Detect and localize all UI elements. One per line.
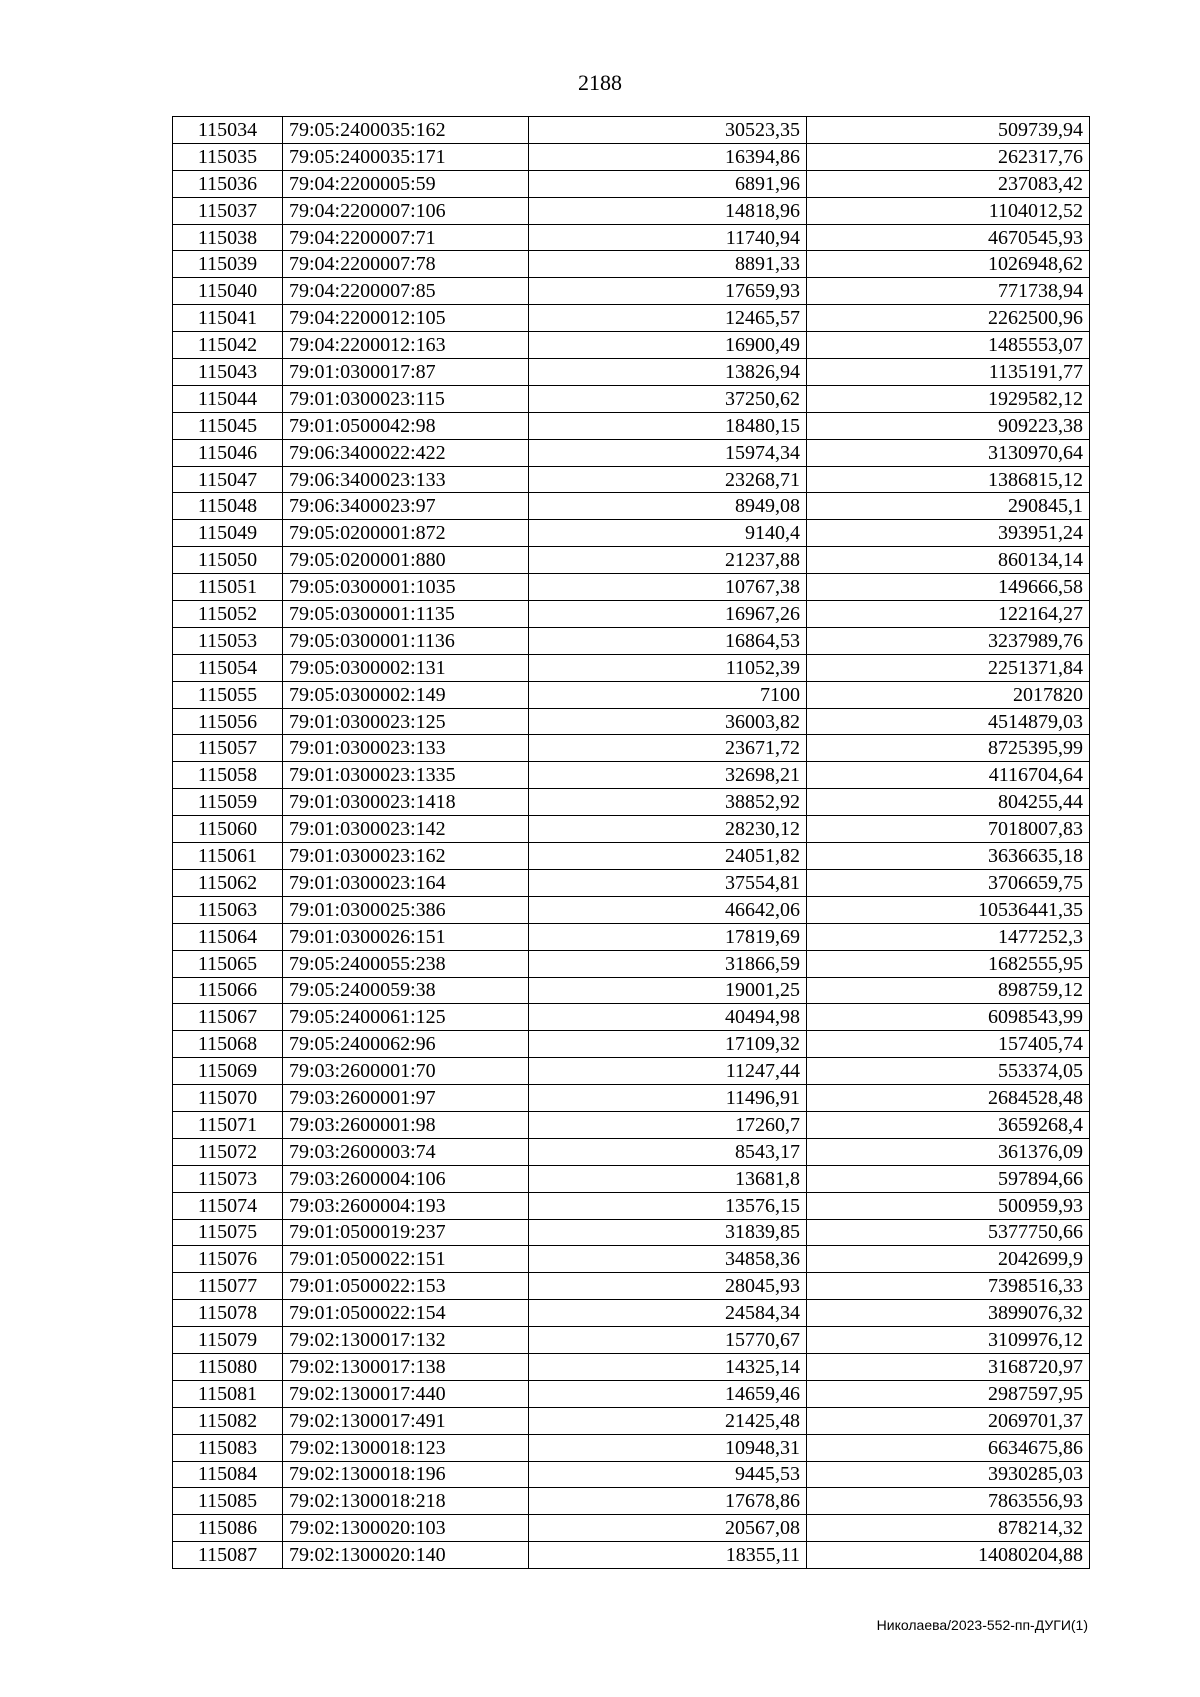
table-row xyxy=(173,547,1090,574)
area-cell: 28045,93 xyxy=(529,1273,807,1300)
table-row xyxy=(173,1031,1090,1058)
value-cell: 1135191,77 xyxy=(807,359,1090,386)
cadastral-number-cell: 79:04:2200007:85 xyxy=(283,278,529,305)
table-row xyxy=(173,816,1090,843)
cadastral-number-cell: 79:01:0500022:153 xyxy=(283,1273,529,1300)
cadastral-number-cell: 79:01:0300023:125 xyxy=(283,708,529,735)
value-cell: 1682555,95 xyxy=(807,950,1090,977)
area-cell: 20567,08 xyxy=(529,1515,807,1542)
row-id-cell: 115084 xyxy=(173,1461,283,1488)
table-row xyxy=(173,1004,1090,1031)
cadastral-number-cell: 79:02:1300017:138 xyxy=(283,1353,529,1380)
table-row xyxy=(173,412,1090,439)
cadastral-number-cell: 79:01:0300023:1335 xyxy=(283,762,529,789)
table-row xyxy=(173,1058,1090,1085)
row-id-cell: 115040 xyxy=(173,278,283,305)
cadastral-number-cell: 79:02:1300020:103 xyxy=(283,1515,529,1542)
row-id-cell: 115087 xyxy=(173,1542,283,1569)
value-cell: 122164,27 xyxy=(807,601,1090,628)
area-cell: 18480,15 xyxy=(529,412,807,439)
table-row xyxy=(173,789,1090,816)
table-row xyxy=(173,278,1090,305)
cadastral-number-cell: 79:05:0300001:1135 xyxy=(283,601,529,628)
area-cell: 32698,21 xyxy=(529,762,807,789)
row-id-cell: 115074 xyxy=(173,1192,283,1219)
area-cell: 15974,34 xyxy=(529,439,807,466)
area-cell: 21425,48 xyxy=(529,1407,807,1434)
cadastral-number-cell: 79:02:1300018:196 xyxy=(283,1461,529,1488)
cadastral-number-cell: 79:02:1300018:123 xyxy=(283,1434,529,1461)
cadastral-number-cell: 79:05:0200001:872 xyxy=(283,520,529,547)
table-row xyxy=(173,1515,1090,1542)
cadastral-number-cell: 79:04:2200007:71 xyxy=(283,224,529,251)
area-cell: 14325,14 xyxy=(529,1353,807,1380)
area-cell: 14659,46 xyxy=(529,1380,807,1407)
value-cell: 262317,76 xyxy=(807,143,1090,170)
area-cell: 34858,36 xyxy=(529,1246,807,1273)
table-row xyxy=(173,493,1090,520)
row-id-cell: 115043 xyxy=(173,359,283,386)
row-id-cell: 115069 xyxy=(173,1058,283,1085)
table-row xyxy=(173,681,1090,708)
cadastral-number-cell: 79:05:2400062:96 xyxy=(283,1031,529,1058)
value-cell: 6098543,99 xyxy=(807,1004,1090,1031)
table-row xyxy=(173,1273,1090,1300)
area-cell: 13576,15 xyxy=(529,1192,807,1219)
value-cell: 3706659,75 xyxy=(807,869,1090,896)
row-id-cell: 115039 xyxy=(173,251,283,278)
area-cell: 13826,94 xyxy=(529,359,807,386)
row-id-cell: 115051 xyxy=(173,574,283,601)
row-id-cell: 115082 xyxy=(173,1407,283,1434)
area-cell: 7100 xyxy=(529,681,807,708)
cadastral-number-cell: 79:06:3400023:133 xyxy=(283,466,529,493)
cadastral-number-cell: 79:01:0300026:151 xyxy=(283,923,529,950)
value-cell: 7863556,93 xyxy=(807,1488,1090,1515)
row-id-cell: 115041 xyxy=(173,305,283,332)
area-cell: 19001,25 xyxy=(529,977,807,1004)
value-cell: 6634675,86 xyxy=(807,1434,1090,1461)
cadastral-number-cell: 79:05:2400035:162 xyxy=(283,117,529,144)
value-cell: 2251371,84 xyxy=(807,654,1090,681)
row-id-cell: 115081 xyxy=(173,1380,283,1407)
table-row xyxy=(173,359,1090,386)
cadastral-number-cell: 79:02:1300017:491 xyxy=(283,1407,529,1434)
cadastral-number-cell: 79:01:0500019:237 xyxy=(283,1219,529,1246)
row-id-cell: 115073 xyxy=(173,1165,283,1192)
cadastral-number-cell: 79:03:2600004:193 xyxy=(283,1192,529,1219)
cadastral-number-cell: 79:04:2200012:105 xyxy=(283,305,529,332)
value-cell: 8725395,99 xyxy=(807,735,1090,762)
table-row xyxy=(173,332,1090,359)
area-cell: 37250,62 xyxy=(529,385,807,412)
cadastral-number-cell: 79:02:1300017:132 xyxy=(283,1327,529,1354)
table-row xyxy=(173,1380,1090,1407)
cadastral-number-cell: 79:03:2600001:70 xyxy=(283,1058,529,1085)
value-cell: 1485553,07 xyxy=(807,332,1090,359)
area-cell: 31866,59 xyxy=(529,950,807,977)
row-id-cell: 115046 xyxy=(173,439,283,466)
cadastral-number-cell: 79:06:3400022:422 xyxy=(283,439,529,466)
value-cell: 4514879,03 xyxy=(807,708,1090,735)
area-cell: 9445,53 xyxy=(529,1461,807,1488)
area-cell: 11247,44 xyxy=(529,1058,807,1085)
row-id-cell: 115062 xyxy=(173,869,283,896)
cadastral-number-cell: 79:02:1300020:140 xyxy=(283,1542,529,1569)
cadastral-number-cell: 79:05:2400055:238 xyxy=(283,950,529,977)
table-row xyxy=(173,520,1090,547)
row-id-cell: 115059 xyxy=(173,789,283,816)
value-cell: 7018007,83 xyxy=(807,816,1090,843)
page-number: 2188 xyxy=(578,70,622,95)
value-cell: 1104012,52 xyxy=(807,197,1090,224)
area-cell: 15770,67 xyxy=(529,1327,807,1354)
cadastral-number-cell: 79:01:0300017:87 xyxy=(283,359,529,386)
row-id-cell: 115058 xyxy=(173,762,283,789)
footer-reference: Николаева/2023-552-пп-ДУГИ(1) xyxy=(876,1617,1088,1633)
cadastral-number-cell: 79:02:1300017:440 xyxy=(283,1380,529,1407)
cadastral-number-cell: 79:04:2200007:106 xyxy=(283,197,529,224)
cadastral-number-cell: 79:05:0300001:1136 xyxy=(283,627,529,654)
table-row xyxy=(173,627,1090,654)
area-cell: 11052,39 xyxy=(529,654,807,681)
cadastral-number-cell: 79:01:0300023:115 xyxy=(283,385,529,412)
row-id-cell: 115035 xyxy=(173,143,283,170)
value-cell: 771738,94 xyxy=(807,278,1090,305)
value-cell: 597894,66 xyxy=(807,1165,1090,1192)
table-row xyxy=(173,170,1090,197)
row-id-cell: 115037 xyxy=(173,197,283,224)
value-cell: 2017820 xyxy=(807,681,1090,708)
table-row xyxy=(173,1165,1090,1192)
value-cell: 361376,09 xyxy=(807,1138,1090,1165)
row-id-cell: 115034 xyxy=(173,117,283,144)
table-row xyxy=(173,1138,1090,1165)
table-row xyxy=(173,923,1090,950)
area-cell: 24584,34 xyxy=(529,1300,807,1327)
row-id-cell: 115063 xyxy=(173,896,283,923)
table-row xyxy=(173,1219,1090,1246)
cadastral-number-cell: 79:01:0300023:133 xyxy=(283,735,529,762)
row-id-cell: 115047 xyxy=(173,466,283,493)
row-id-cell: 115061 xyxy=(173,843,283,870)
value-cell: 3109976,12 xyxy=(807,1327,1090,1354)
value-cell: 3237989,76 xyxy=(807,627,1090,654)
area-cell: 30523,35 xyxy=(529,117,807,144)
table-row xyxy=(173,305,1090,332)
table-row xyxy=(173,1085,1090,1112)
area-cell: 13681,8 xyxy=(529,1165,807,1192)
value-cell: 3168720,97 xyxy=(807,1353,1090,1380)
cadastral-number-cell: 79:01:0500022:154 xyxy=(283,1300,529,1327)
row-id-cell: 115067 xyxy=(173,1004,283,1031)
area-cell: 18355,11 xyxy=(529,1542,807,1569)
value-cell: 3636635,18 xyxy=(807,843,1090,870)
table-row xyxy=(173,950,1090,977)
area-cell: 17109,32 xyxy=(529,1031,807,1058)
value-cell: 4116704,64 xyxy=(807,762,1090,789)
table-row xyxy=(173,1300,1090,1327)
value-cell: 3899076,32 xyxy=(807,1300,1090,1327)
cadastral-number-cell: 79:03:2600004:106 xyxy=(283,1165,529,1192)
cadastral-number-cell: 79:05:0300002:131 xyxy=(283,654,529,681)
value-cell: 149666,58 xyxy=(807,574,1090,601)
data-table xyxy=(172,116,1090,1569)
cadastral-number-cell: 79:04:2200007:78 xyxy=(283,251,529,278)
area-cell: 40494,98 xyxy=(529,1004,807,1031)
cadastral-number-cell: 79:05:0300002:149 xyxy=(283,681,529,708)
area-cell: 10767,38 xyxy=(529,574,807,601)
table-row xyxy=(173,708,1090,735)
row-id-cell: 115071 xyxy=(173,1111,283,1138)
value-cell: 804255,44 xyxy=(807,789,1090,816)
area-cell: 46642,06 xyxy=(529,896,807,923)
area-cell: 17678,86 xyxy=(529,1488,807,1515)
value-cell: 2684528,48 xyxy=(807,1085,1090,1112)
area-cell: 37554,81 xyxy=(529,869,807,896)
value-cell: 393951,24 xyxy=(807,520,1090,547)
row-id-cell: 115065 xyxy=(173,950,283,977)
table-row xyxy=(173,896,1090,923)
table-row xyxy=(173,385,1090,412)
area-cell: 36003,82 xyxy=(529,708,807,735)
value-cell: 509739,94 xyxy=(807,117,1090,144)
value-cell: 14080204,88 xyxy=(807,1542,1090,1569)
value-cell: 3930285,03 xyxy=(807,1461,1090,1488)
table-row xyxy=(173,466,1090,493)
table-row xyxy=(173,574,1090,601)
row-id-cell: 115066 xyxy=(173,977,283,1004)
area-cell: 38852,92 xyxy=(529,789,807,816)
area-cell: 11740,94 xyxy=(529,224,807,251)
row-id-cell: 115086 xyxy=(173,1515,283,1542)
value-cell: 1477252,3 xyxy=(807,923,1090,950)
cadastral-number-cell: 79:05:2400061:125 xyxy=(283,1004,529,1031)
table-row xyxy=(173,1246,1090,1273)
area-cell: 9140,4 xyxy=(529,520,807,547)
table-row xyxy=(173,1327,1090,1354)
area-cell: 11496,91 xyxy=(529,1085,807,1112)
row-id-cell: 115036 xyxy=(173,170,283,197)
row-id-cell: 115054 xyxy=(173,654,283,681)
row-id-cell: 115078 xyxy=(173,1300,283,1327)
table-row xyxy=(173,869,1090,896)
row-id-cell: 115038 xyxy=(173,224,283,251)
row-id-cell: 115055 xyxy=(173,681,283,708)
row-id-cell: 115072 xyxy=(173,1138,283,1165)
table-row xyxy=(173,843,1090,870)
area-cell: 31839,85 xyxy=(529,1219,807,1246)
value-cell: 3659268,4 xyxy=(807,1111,1090,1138)
cadastral-number-cell: 79:05:0200001:880 xyxy=(283,547,529,574)
table-row xyxy=(173,735,1090,762)
row-id-cell: 115050 xyxy=(173,547,283,574)
row-id-cell: 115056 xyxy=(173,708,283,735)
value-cell: 1386815,12 xyxy=(807,466,1090,493)
row-id-cell: 115045 xyxy=(173,412,283,439)
cadastral-number-cell: 79:01:0300023:164 xyxy=(283,869,529,896)
table-row xyxy=(173,1407,1090,1434)
value-cell: 157405,74 xyxy=(807,1031,1090,1058)
area-cell: 23268,71 xyxy=(529,466,807,493)
table-row xyxy=(173,1461,1090,1488)
area-cell: 10948,31 xyxy=(529,1434,807,1461)
row-id-cell: 115080 xyxy=(173,1353,283,1380)
table-row xyxy=(173,654,1090,681)
cadastral-number-cell: 79:01:0300023:162 xyxy=(283,843,529,870)
cadastral-number-cell: 79:03:2600001:98 xyxy=(283,1111,529,1138)
table-row xyxy=(173,762,1090,789)
table-row xyxy=(173,1488,1090,1515)
cadastral-number-cell: 79:05:0300001:1035 xyxy=(283,574,529,601)
row-id-cell: 115068 xyxy=(173,1031,283,1058)
area-cell: 12465,57 xyxy=(529,305,807,332)
table-row xyxy=(173,251,1090,278)
cadastral-number-cell: 79:01:0300025:386 xyxy=(283,896,529,923)
row-id-cell: 115083 xyxy=(173,1434,283,1461)
row-id-cell: 115048 xyxy=(173,493,283,520)
cadastral-number-cell: 79:03:2600003:74 xyxy=(283,1138,529,1165)
row-id-cell: 115085 xyxy=(173,1488,283,1515)
area-cell: 6891,96 xyxy=(529,170,807,197)
table-row xyxy=(173,1542,1090,1569)
area-cell: 8949,08 xyxy=(529,493,807,520)
table-row xyxy=(173,224,1090,251)
table-row xyxy=(173,117,1090,144)
table-row xyxy=(173,197,1090,224)
area-cell: 17659,93 xyxy=(529,278,807,305)
table-row xyxy=(173,1192,1090,1219)
value-cell: 1929582,12 xyxy=(807,385,1090,412)
cadastral-number-cell: 79:04:2200005:59 xyxy=(283,170,529,197)
value-cell: 909223,38 xyxy=(807,412,1090,439)
area-cell: 23671,72 xyxy=(529,735,807,762)
value-cell: 2042699,9 xyxy=(807,1246,1090,1273)
row-id-cell: 115044 xyxy=(173,385,283,412)
area-cell: 8891,33 xyxy=(529,251,807,278)
cadastral-number-cell: 79:01:0300023:142 xyxy=(283,816,529,843)
value-cell: 898759,12 xyxy=(807,977,1090,1004)
table-row xyxy=(173,1353,1090,1380)
row-id-cell: 115042 xyxy=(173,332,283,359)
table-body xyxy=(173,117,1090,1569)
row-id-cell: 115079 xyxy=(173,1327,283,1354)
row-id-cell: 115049 xyxy=(173,520,283,547)
value-cell: 2987597,95 xyxy=(807,1380,1090,1407)
value-cell: 5377750,66 xyxy=(807,1219,1090,1246)
value-cell: 500959,93 xyxy=(807,1192,1090,1219)
row-id-cell: 115076 xyxy=(173,1246,283,1273)
cadastral-number-cell: 79:04:2200012:163 xyxy=(283,332,529,359)
area-cell: 14818,96 xyxy=(529,197,807,224)
value-cell: 2069701,37 xyxy=(807,1407,1090,1434)
row-id-cell: 115064 xyxy=(173,923,283,950)
cadastral-number-cell: 79:01:0500022:151 xyxy=(283,1246,529,1273)
cadastral-number-cell: 79:01:0500042:98 xyxy=(283,412,529,439)
value-cell: 2262500,96 xyxy=(807,305,1090,332)
row-id-cell: 115070 xyxy=(173,1085,283,1112)
area-cell: 24051,82 xyxy=(529,843,807,870)
table-row xyxy=(173,439,1090,466)
table-row xyxy=(173,143,1090,170)
area-cell: 16394,86 xyxy=(529,143,807,170)
row-id-cell: 115075 xyxy=(173,1219,283,1246)
row-id-cell: 115077 xyxy=(173,1273,283,1300)
cadastral-number-cell: 79:05:2400035:171 xyxy=(283,143,529,170)
row-id-cell: 115057 xyxy=(173,735,283,762)
area-cell: 16967,26 xyxy=(529,601,807,628)
area-cell: 17260,7 xyxy=(529,1111,807,1138)
table-row xyxy=(173,601,1090,628)
area-cell: 17819,69 xyxy=(529,923,807,950)
area-cell: 16900,49 xyxy=(529,332,807,359)
value-cell: 860134,14 xyxy=(807,547,1090,574)
table-row xyxy=(173,1111,1090,1138)
value-cell: 7398516,33 xyxy=(807,1273,1090,1300)
area-cell: 16864,53 xyxy=(529,627,807,654)
cadastral-number-cell: 79:05:2400059:38 xyxy=(283,977,529,1004)
area-cell: 21237,88 xyxy=(529,547,807,574)
value-cell: 237083,42 xyxy=(807,170,1090,197)
row-id-cell: 115052 xyxy=(173,601,283,628)
area-cell: 28230,12 xyxy=(529,816,807,843)
value-cell: 10536441,35 xyxy=(807,896,1090,923)
value-cell: 290845,1 xyxy=(807,493,1090,520)
table-row xyxy=(173,1434,1090,1461)
row-id-cell: 115060 xyxy=(173,816,283,843)
cadastral-number-cell: 79:06:3400023:97 xyxy=(283,493,529,520)
value-cell: 3130970,64 xyxy=(807,439,1090,466)
table-row xyxy=(173,977,1090,1004)
value-cell: 553374,05 xyxy=(807,1058,1090,1085)
area-cell: 8543,17 xyxy=(529,1138,807,1165)
cadastral-number-cell: 79:03:2600001:97 xyxy=(283,1085,529,1112)
value-cell: 4670545,93 xyxy=(807,224,1090,251)
row-id-cell: 115053 xyxy=(173,627,283,654)
cadastral-number-cell: 79:01:0300023:1418 xyxy=(283,789,529,816)
value-cell: 878214,32 xyxy=(807,1515,1090,1542)
cadastral-number-cell: 79:02:1300018:218 xyxy=(283,1488,529,1515)
value-cell: 1026948,62 xyxy=(807,251,1090,278)
